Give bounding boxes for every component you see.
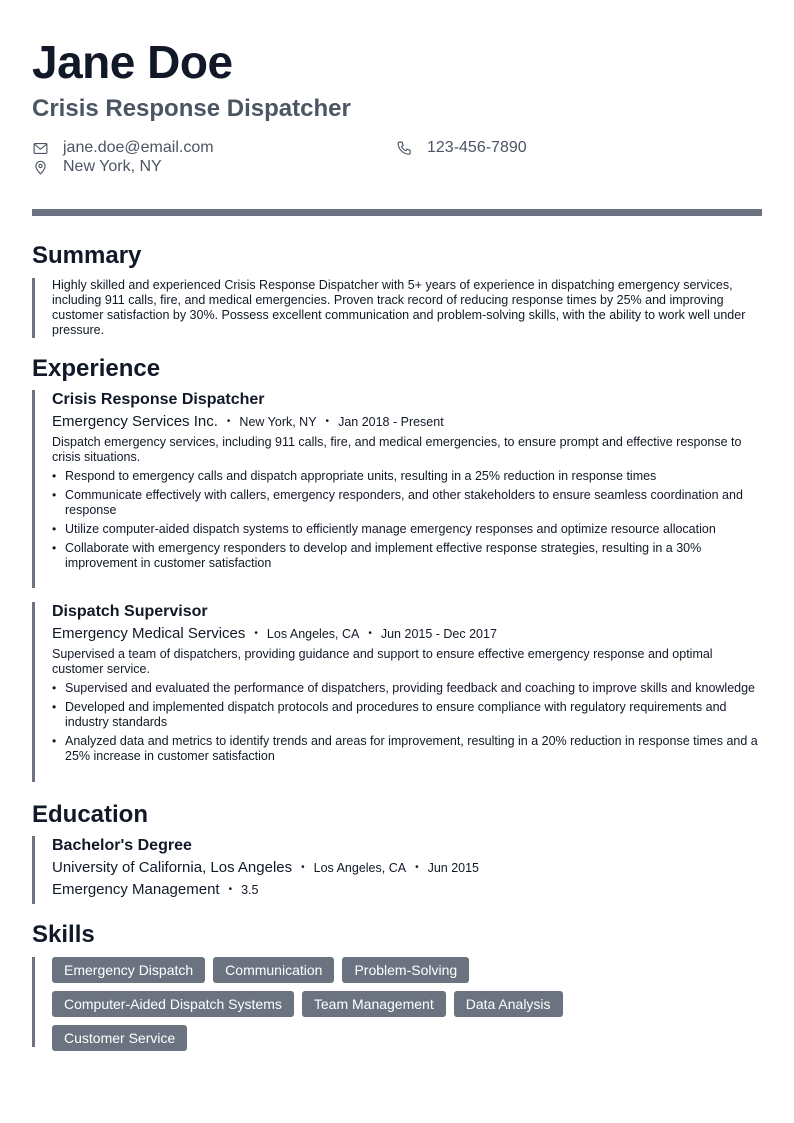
job-entry — [32, 602, 762, 782]
skills-list — [52, 957, 652, 1051]
summary-block — [32, 278, 762, 338]
degree-title: Bachelor's Degree — [52, 837, 192, 854]
job-bullet: • Supervised and evaluated the performance of dispatchers, providing feedback and coaching to improve skills and knowledge — [52, 681, 762, 696]
graduation-date: Jun 2015 — [427, 861, 480, 875]
location-text: New York, NY — [63, 158, 162, 175]
gpa-value: 3.5 — [241, 883, 259, 897]
job-bullet: • Analyzed data and metrics to identify trends and areas for improvement, resulting in a 20% reduction in response times and a 25% increase in customer satisfaction — [52, 734, 762, 764]
job-description: Supervised a team of dispatchers, providing guidance and support to ensure effective emergency response and optimal customer service. — [52, 647, 713, 676]
separator-dot: • — [228, 884, 233, 895]
phone-text: 123-456-7890 — [427, 139, 527, 156]
contact-phone[interactable] — [396, 138, 527, 158]
separator-dot: • — [415, 862, 419, 873]
candidate-title: Crisis Response Dispatcher — [32, 95, 351, 122]
education-field-row — [52, 880, 762, 900]
education-heading: Education — [32, 801, 149, 828]
mail-icon — [32, 140, 49, 157]
job-location: Los Angeles, CA — [266, 627, 360, 641]
summary-heading: Summary — [32, 242, 142, 269]
job-location: New York, NY — [239, 415, 317, 429]
education-meta — [52, 858, 762, 878]
education-entry — [32, 836, 762, 904]
job-company: Emergency Medical Services — [52, 625, 246, 642]
school-name: University of California, Los Angeles — [52, 859, 293, 876]
skill-tag: Team Management — [302, 991, 446, 1017]
email-text: jane.doe@email.com — [63, 139, 214, 156]
job-entry — [32, 390, 762, 588]
map-pin-icon — [32, 159, 49, 176]
job-bullet: • Communicate effectively with callers, emergency responders, and other stakeholders to ensure seamless coordination and response — [52, 488, 762, 518]
phone-icon — [396, 140, 413, 157]
skill-tag: Computer-Aided Dispatch Systems — [52, 991, 294, 1017]
candidate-name: Jane Doe — [32, 36, 233, 88]
separator-dot: • — [226, 416, 231, 427]
summary-text: Highly skilled and experienced Crisis Response Dispatcher with 5+ years of experience in dispatching emergency services, including 911 calls, fire, and medical emergencies. Proven track record of reducing response times by 25% and improving customer satisfaction by 30%. Possess excellent communication and problem-solving skills, with the ability to work well under pressure. — [52, 278, 746, 337]
separator-dot: • — [301, 862, 305, 873]
job-meta — [52, 624, 762, 644]
experience-heading: Experience — [32, 355, 161, 382]
job-bullet: • Respond to emergency calls and dispatch appropriate units, resulting in a 25% reduction in response times — [52, 469, 762, 484]
job-bullet: • Developed and implemented dispatch protocols and procedures to ensure compliance with regulatory requirements and industry standards — [52, 700, 762, 730]
separator-dot: • — [325, 416, 330, 427]
school-location: Los Angeles, CA — [313, 861, 407, 875]
separator-dot: • — [368, 628, 372, 639]
job-description: Dispatch emergency services, including 911 calls, fire, and medical emergencies, to ensure prompt and effective response to crisis situations. — [52, 435, 742, 464]
skills-heading: Skills — [32, 921, 95, 948]
skill-tag: Emergency Dispatch — [52, 957, 205, 983]
job-title: Dispatch Supervisor — [52, 603, 208, 620]
skill-tag: Problem-Solving — [342, 957, 469, 983]
job-dates: Jan 2018 - Present — [338, 415, 444, 429]
header-divider — [32, 209, 762, 216]
skill-tag: Communication — [213, 957, 334, 983]
separator-dot: • — [254, 628, 258, 639]
skill-tag: Customer Service — [52, 1025, 187, 1051]
contact-location — [32, 157, 162, 177]
skills-block — [32, 957, 762, 1047]
job-company: Emergency Services Inc. — [52, 413, 218, 430]
skill-tag: Data Analysis — [454, 991, 563, 1017]
contact-email[interactable] — [32, 138, 214, 158]
job-bullet: • Utilize computer-aided dispatch systems to efficiently manage emergency responses and optimize resource allocation — [52, 522, 762, 537]
job-meta — [52, 412, 762, 432]
job-title: Crisis Response Dispatcher — [52, 391, 265, 408]
job-dates: Jun 2015 - Dec 2017 — [380, 627, 497, 641]
job-bullet: • Collaborate with emergency responders to develop and implement effective response strategies, resulting in a 30% improvement in customer satisfaction — [52, 541, 762, 571]
job-bullets — [52, 469, 762, 571]
job-bullets — [52, 681, 762, 764]
field-of-study: Emergency Management — [52, 881, 220, 898]
